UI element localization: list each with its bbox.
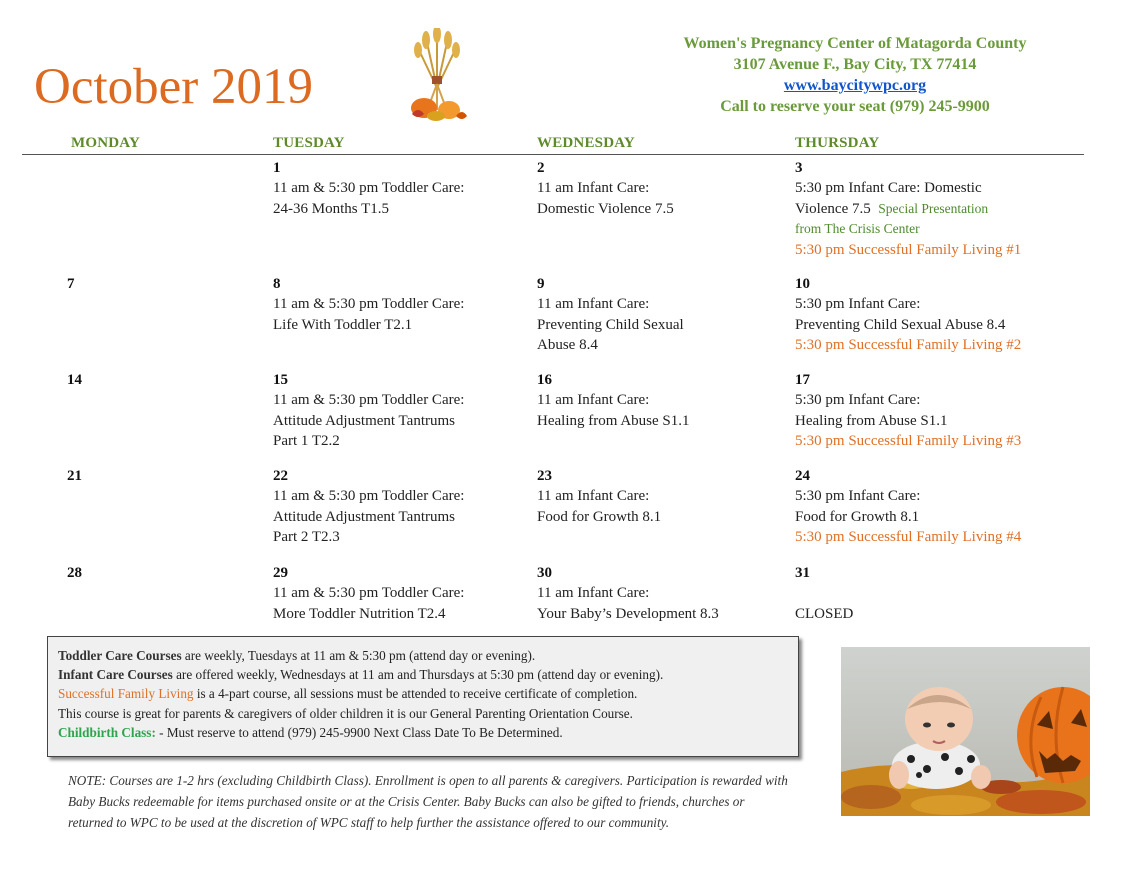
day-number: 29 — [273, 565, 288, 581]
day-number: 30 — [537, 565, 552, 581]
note-text: NOTE: Courses are 1-2 hrs (excluding Childbirth Class). Enrollment is open to all parents & caregivers. Participation is rewarded with Baby Bucks redeemable for items purchased onsite or at the Crisis Center. Baby Bucks can also be gifted to friends, churches or returned to WPC to be used at the discretion of WPC staff to help further the assistance offered to our community. — [68, 773, 788, 830]
day-number-mon: 28 — [67, 565, 82, 581]
event-line: Food for Growth 8.1 — [537, 508, 662, 525]
day-number-mon: 7 — [67, 276, 75, 292]
event-line: Violence 7.5 — [795, 200, 871, 217]
toddler-care-text: are weekly, Tuesdays at 11 am & 5:30 pm (attend day or evening). — [181, 648, 536, 663]
special-presentation-source: from The Crisis Center — [795, 221, 920, 236]
day-number: 24 — [795, 468, 810, 484]
calendar-cell-wed-9 — [537, 274, 684, 356]
closed-label: CLOSED — [795, 605, 854, 622]
day-number-mon: 21 — [67, 468, 82, 484]
infant-care-label: Infant Care Courses — [58, 667, 173, 683]
calendar-cell-thu-31 — [795, 563, 853, 624]
event-line: More Toddler Nutrition T2.4 — [273, 605, 446, 622]
toddler-care-label: Toddler Care Courses — [58, 648, 182, 663]
special-presentation: Special Presentation — [878, 200, 989, 216]
event-line: 5:30 pm Infant Care: — [795, 488, 921, 504]
calendar-cell-tue-1 — [273, 158, 464, 219]
day-number: 1 — [273, 160, 281, 176]
event-line: 11 am & 5:30 pm Toddler Care: — [273, 392, 465, 408]
successful-family-living-event: 5:30 pm Successful Family Living #1 — [795, 241, 1022, 258]
sfl-text: is a 4-part course, all sessions must be attended to receive certificate of completion. — [193, 686, 638, 702]
header-divider — [22, 154, 1084, 155]
event-line: 24-36 Months T1.5 — [273, 200, 389, 217]
wheat-pumpkin-icon — [406, 28, 468, 122]
general-parenting-text: This course is great for parents & caregivers of older children it is our General Parenting Orientation Course. — [58, 705, 633, 721]
event-line: Attitude Adjustment Tantrums — [273, 508, 455, 525]
event-line: Healing from Abuse S1.1 — [537, 412, 690, 429]
successful-family-living-event: 5:30 pm Successful Family Living #3 — [795, 433, 1022, 449]
event-line: Preventing Child Sexual Abuse 8.4 — [795, 316, 1006, 333]
successful-family-living-event: 5:30 pm Successful Family Living #4 — [795, 529, 1022, 545]
event-line: 11 am & 5:30 pm Toddler Care: — [273, 180, 465, 196]
infant-care-text: are offered weekly, Wednesdays at 11 am and Thursdays at 5:30 pm (attend day or evening). — [172, 667, 664, 683]
day-number: 2 — [537, 160, 545, 176]
event-line: Abuse 8.4 — [537, 337, 598, 353]
event-line: Part 1 T2.2 — [273, 433, 340, 449]
website-link[interactable]: www.baycitywpc.org — [783, 77, 927, 94]
event-line: Life With Toddler T2.1 — [273, 316, 413, 333]
event-line: 11 am & 5:30 pm Toddler Care: — [273, 488, 465, 504]
sfl-label: Successful Family Living — [58, 686, 194, 702]
calendar-cell-tue-8 — [273, 274, 464, 335]
org-name: Women's Pregnancy Center of Matagorda County — [683, 35, 1027, 52]
calendar-cell-tue-29 — [273, 563, 464, 624]
page-title: October 2019 — [34, 59, 314, 115]
org-address: 3107 Avenue F., Bay City, TX 77414 — [733, 56, 977, 73]
calendar-cell-thu-3 — [795, 158, 1021, 260]
event-line: 5:30 pm Infant Care: Domestic — [795, 180, 982, 196]
event-line: 11 am Infant Care: — [537, 180, 650, 196]
event-line: Domestic Violence 7.5 — [537, 200, 674, 217]
event-line: 11 am Infant Care: — [537, 392, 650, 408]
day-number: 22 — [273, 468, 288, 484]
calendar-cell-wed-2 — [537, 158, 674, 219]
col-header-monday: MONDAY — [71, 135, 140, 151]
call-to-reserve: Call to reserve your seat (979) 245-9900 — [720, 98, 990, 115]
event-line: 5:30 pm Infant Care: — [795, 392, 921, 408]
childbirth-label: Childbirth Class: — [58, 724, 156, 740]
day-number: 10 — [795, 276, 810, 292]
event-line: Part 2 T2.3 — [273, 529, 340, 545]
event-line: 11 am Infant Care: — [537, 488, 650, 504]
successful-family-living-event: 5:30 pm Successful Family Living #2 — [795, 337, 1022, 353]
col-header-wednesday: WEDNESDAY — [537, 135, 635, 151]
day-number: 31 — [795, 565, 810, 581]
course-info-box — [47, 636, 799, 757]
event-line: 11 am Infant Care: — [537, 296, 650, 312]
event-line: 11 am Infant Care: — [537, 585, 650, 601]
calendar-cell-tue-15 — [273, 370, 464, 452]
event-line: 11 am & 5:30 pm Toddler Care: — [273, 296, 465, 312]
day-number: 3 — [795, 160, 803, 176]
day-number: 9 — [537, 276, 545, 292]
event-line: Preventing Child Sexual — [537, 316, 684, 333]
event-line: Healing from Abuse S1.1 — [795, 412, 948, 429]
calendar-cell-thu-10 — [795, 274, 1021, 356]
calendar-cell-tue-22 — [273, 466, 464, 548]
event-line — [795, 583, 853, 604]
calendar-cell-thu-24 — [795, 466, 1021, 548]
day-number: 15 — [273, 372, 288, 388]
day-number: 23 — [537, 468, 552, 484]
day-number: 16 — [537, 372, 552, 388]
event-line: 5:30 pm Infant Care: — [795, 296, 921, 312]
calendar-cell-wed-23 — [537, 466, 661, 527]
baby-pumpkin-photo — [841, 647, 1090, 816]
event-line: 11 am & 5:30 pm Toddler Care: — [273, 585, 465, 601]
calendar-cell-wed-16 — [537, 370, 689, 431]
event-line: Your Baby’s Development 8.3 — [537, 605, 719, 622]
calendar-cell-thu-17 — [795, 370, 1021, 452]
col-header-thursday: THURSDAY — [795, 135, 880, 151]
childbirth-text: - Must reserve to attend (979) 245-9900 Next Class Date To Be Determined. — [155, 724, 563, 740]
day-number: 8 — [273, 276, 281, 292]
day-number: 17 — [795, 372, 810, 388]
event-line: Attitude Adjustment Tantrums — [273, 412, 455, 429]
calendar-cell-wed-30 — [537, 563, 719, 624]
col-header-tuesday: TUESDAY — [273, 135, 345, 151]
event-line: Food for Growth 8.1 — [795, 508, 920, 525]
day-number-mon: 14 — [67, 372, 82, 388]
